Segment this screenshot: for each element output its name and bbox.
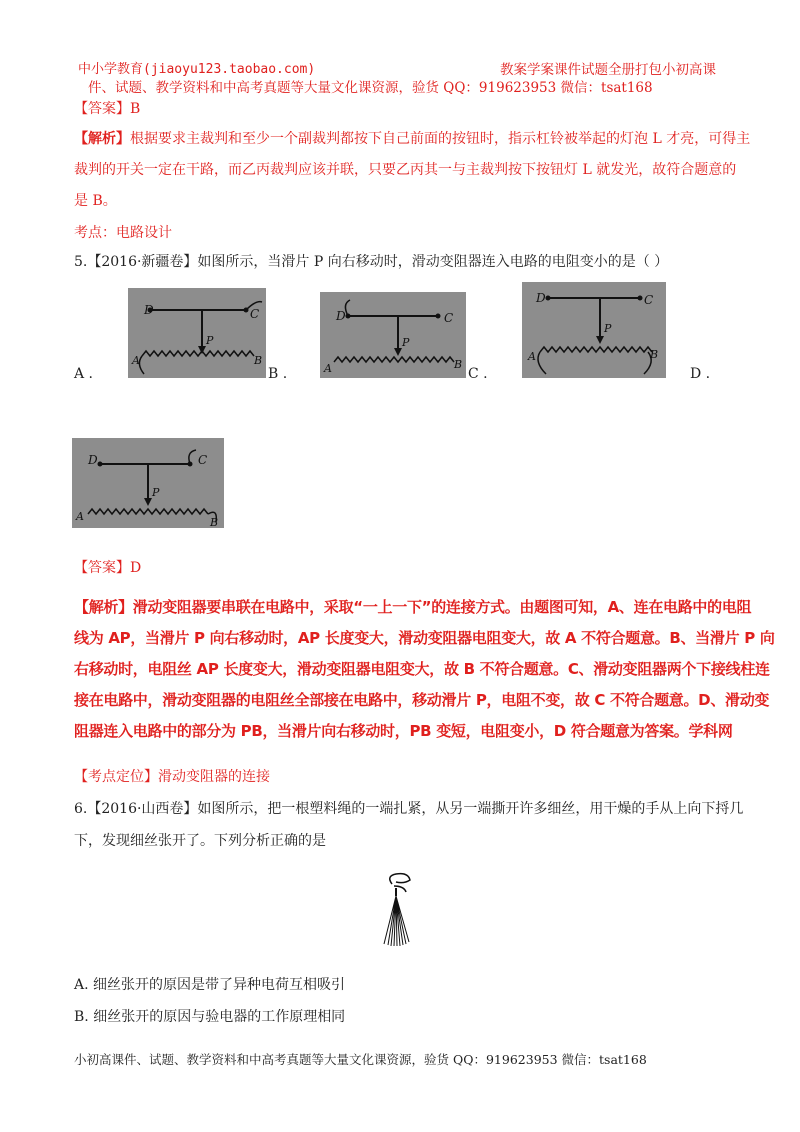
label-c: C <box>444 311 454 325</box>
q5-kaodian: 【考点定位】滑动变阻器的连接 <box>74 769 270 785</box>
label-p: P <box>402 336 410 349</box>
q5-analysis-line-4: 接在电路中，滑动变阻器的电阻丝全部接在电路中，移动滑片 P，电阻不变，故 C 不符合题意。D、滑动变 <box>74 691 770 709</box>
figure-option-c <box>522 282 666 378</box>
label-c: C <box>198 453 208 467</box>
q6-option-a[interactable]: A. 细丝张开的原因是带了异种电荷互相吸引 <box>74 977 346 993</box>
label-d: D <box>144 303 154 317</box>
label-c: C <box>250 307 260 321</box>
figure-option-b <box>320 292 466 378</box>
label-c: C <box>644 293 654 307</box>
label-p: P <box>604 322 612 335</box>
label-a: A <box>132 354 140 367</box>
figure-option-d <box>72 438 224 528</box>
label-b: B <box>454 358 463 371</box>
q4-analysis-label: 【解析】 <box>74 131 130 147</box>
q4-analysis-text-1: 根据要求主裁判和至少一个副裁判都按下自己前面的按钮时，指示杠铃被举起的灯泡 L 才亮，可得主 <box>130 131 751 147</box>
q6-stem-line-1: 6.【2016·山西卷】如图所示，把一根塑料绳的一端扎紧，从另一端撕开许多细丝，用干燥的手从上向下捋几 <box>74 801 744 817</box>
q5-analysis-line-2: 线为 AP，当滑片 P 向右移动时，AP 长度变大，滑动变阻器电阻变大，故 A 不符合题意。B、当滑片 P 向 <box>74 629 775 647</box>
q5-analysis-line-3: 右移动时，电阻丝 AP 长度变大，滑动变阻器电阻变大，故 B 不符合题意。C、滑动变阻器两个下接线柱连 <box>74 660 770 678</box>
label-d: D <box>336 309 346 323</box>
label-d: D <box>88 453 98 467</box>
q4-analysis-line-3: 是 B。 <box>74 193 117 209</box>
q5-answer: 【答案】D <box>74 560 142 576</box>
q5-option-d[interactable]: D . <box>690 366 711 382</box>
q4-kaodian: 考点：电路设计 <box>74 225 172 241</box>
label-b: B <box>254 354 263 367</box>
q4-analysis-line-2: 裁判的开关一定在干路，而乙丙裁判应该并联，只要乙丙其一与主裁判按下按钮灯 L 就发光，故符合题意的 <box>74 162 737 178</box>
label-a: A <box>324 362 332 375</box>
q5-option-b[interactable]: B . <box>268 366 288 382</box>
header-shop-name: 中小学教育(jiaoyu123.taobao.com) <box>78 62 316 77</box>
label-b: B <box>650 348 659 361</box>
q6-option-b[interactable]: B. 细丝张开的原因与验电器的工作原理相同 <box>74 1009 346 1025</box>
q5-analysis-line-1: 【解析】滑动变阻器要串联在电路中，采取“一上一下”的连接方式。由题图可知，A、连在电路中的电阻 <box>74 598 752 616</box>
header-contact-line: 件、试题、教学资料和中高考真题等大量文化课资源，验货 QQ：919623953 微信：tsat168 <box>88 80 653 96</box>
figure-option-a <box>128 288 266 378</box>
label-p: P <box>152 486 160 499</box>
footer-contact: 小初高课件、试题、教学资料和中高考真题等大量文化课资源，验货 QQ：919623953 微信：tsat168 <box>74 1052 647 1067</box>
q5-option-a[interactable]: A . <box>74 366 94 382</box>
label-a: A <box>76 510 84 523</box>
q5-option-c[interactable]: C . <box>468 366 488 382</box>
label-p: P <box>206 334 214 347</box>
q5-analysis-line-5: 阻器连入电路中的部分为 PB，当滑片向右移动时，PB 变短，电阻变小，D 符合题意为答案。学科网 <box>74 722 733 740</box>
label-d: D <box>536 291 546 305</box>
header-tagline: 教案学案课件试题全册打包小初高课 <box>500 62 716 78</box>
figure-plastic-rope <box>378 870 418 948</box>
q5-stem: 5.【2016·新疆卷】如图所示，当滑片 P 向右移动时，滑动变阻器连入电路的电阻变小的是（ ） <box>74 254 669 270</box>
label-b: B <box>210 516 219 528</box>
q4-answer: 【答案】B <box>74 101 141 117</box>
label-a: A <box>528 350 536 363</box>
q6-stem-line-2: 下，发现细丝张开了。下列分析正确的是 <box>74 833 326 849</box>
q4-analysis-line-1 <box>74 128 750 148</box>
